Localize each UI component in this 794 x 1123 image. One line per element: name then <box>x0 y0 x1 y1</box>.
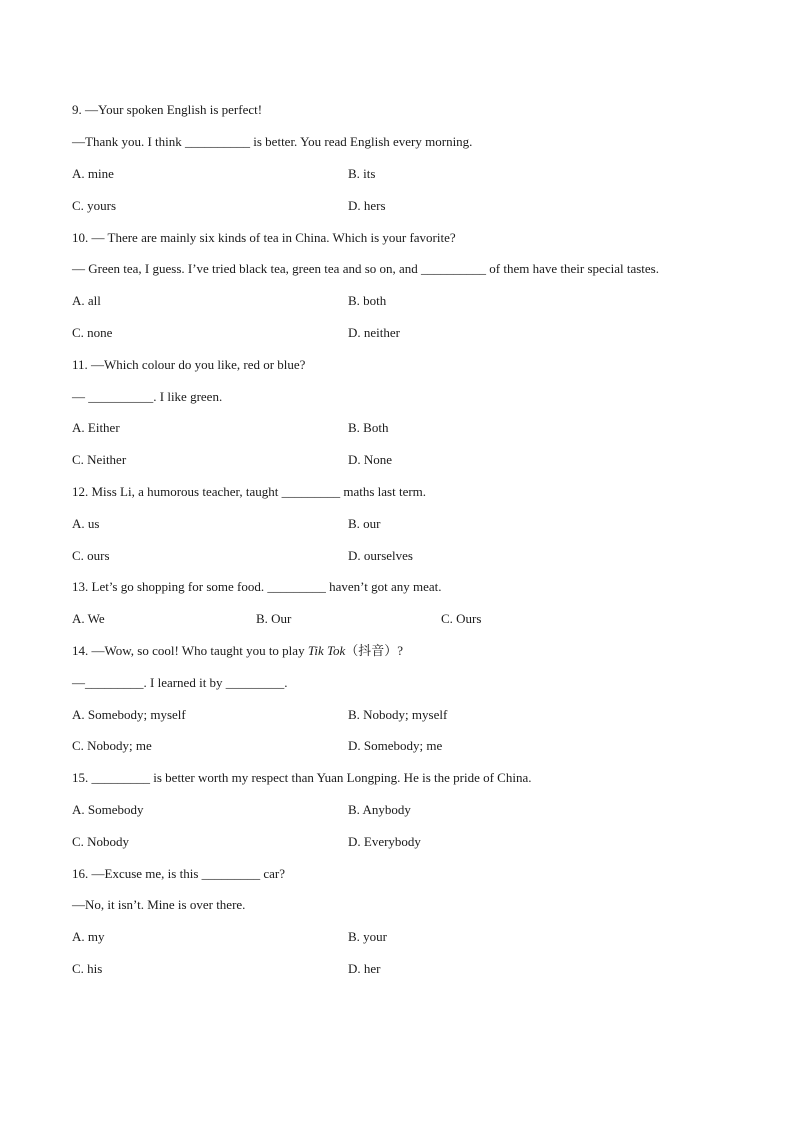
question-stem: — Green tea, I guess. I’ve tried black tea, green tea and so on, and __________ of them have their special tastes. <box>72 261 659 276</box>
question-stem: —Thank you. I think __________ is better. You read English every morning. <box>72 134 473 149</box>
question-stem: —No, it isn’t. Mine is over there. <box>72 897 246 912</box>
stem-app-name: Tik Tok <box>307 643 346 658</box>
option-d[interactable]: D. neither <box>348 325 400 340</box>
option-d[interactable]: D. ourselves <box>348 548 413 563</box>
question-stem: 12. Miss Li, a humorous teacher, taught _________ maths last term. <box>72 484 427 499</box>
option-d[interactable]: D. None <box>348 452 393 467</box>
option-c[interactable]: C. Nobody <box>72 834 130 849</box>
option-b[interactable]: B. our <box>348 516 381 531</box>
option-a[interactable]: A. mine <box>72 166 114 181</box>
question-stem: 15. _________ is better worth my respect than Yuan Longping. He is the pride of China. <box>72 770 532 785</box>
option-c[interactable]: C. his <box>72 961 103 976</box>
question-stem: 13. Let’s go shopping for some food. _________ haven’t got any meat. <box>72 579 442 594</box>
question-stem <box>72 643 403 659</box>
option-a[interactable]: A. my <box>72 929 105 944</box>
option-c[interactable]: C. Nobody; me <box>72 738 152 753</box>
option-b[interactable]: B. Nobody; myself <box>348 707 448 722</box>
option-d[interactable]: D. Somebody; me <box>348 738 443 753</box>
stem-suffix: （抖音）? <box>345 643 404 658</box>
question-stem: 9. —Your spoken English is perfect! <box>72 102 263 117</box>
option-a[interactable]: A. Either <box>72 420 120 435</box>
option-a[interactable]: A. us <box>72 516 100 531</box>
question-stem: 10. — There are mainly six kinds of tea in China. Which is your favorite? <box>72 230 456 245</box>
option-a[interactable]: A. all <box>72 293 101 308</box>
option-c[interactable]: C. Neither <box>72 452 127 467</box>
option-b[interactable]: B. your <box>348 929 387 944</box>
option-b[interactable]: B. its <box>348 166 376 181</box>
question-stem: —_________. I learned it by _________. <box>72 675 288 690</box>
option-c[interactable]: C. Ours <box>441 611 482 626</box>
option-c[interactable]: C. yours <box>72 198 117 213</box>
stem-prefix: 14. —Wow, so cool! Who taught you to play <box>72 643 308 658</box>
option-c[interactable]: C. ours <box>72 548 110 563</box>
option-d[interactable]: D. her <box>348 961 381 976</box>
question-stem: — __________. I like green. <box>72 389 223 404</box>
option-b[interactable]: B. Anybody <box>348 802 411 817</box>
question-stem: 11. —Which colour do you like, red or blue? <box>72 357 306 372</box>
option-a[interactable]: A. Somebody <box>72 802 144 817</box>
option-c[interactable]: C. none <box>72 325 113 340</box>
option-a[interactable]: A. Somebody; myself <box>72 707 186 722</box>
option-b[interactable]: B. both <box>348 293 387 308</box>
question-stem: 16. —Excuse me, is this _________ car? <box>72 866 286 881</box>
option-d[interactable]: D. Everybody <box>348 834 421 849</box>
option-a[interactable]: A. We <box>72 611 105 626</box>
option-b[interactable]: B. Our <box>256 611 292 626</box>
option-d[interactable]: D. hers <box>348 198 386 213</box>
option-b[interactable]: B. Both <box>348 420 389 435</box>
